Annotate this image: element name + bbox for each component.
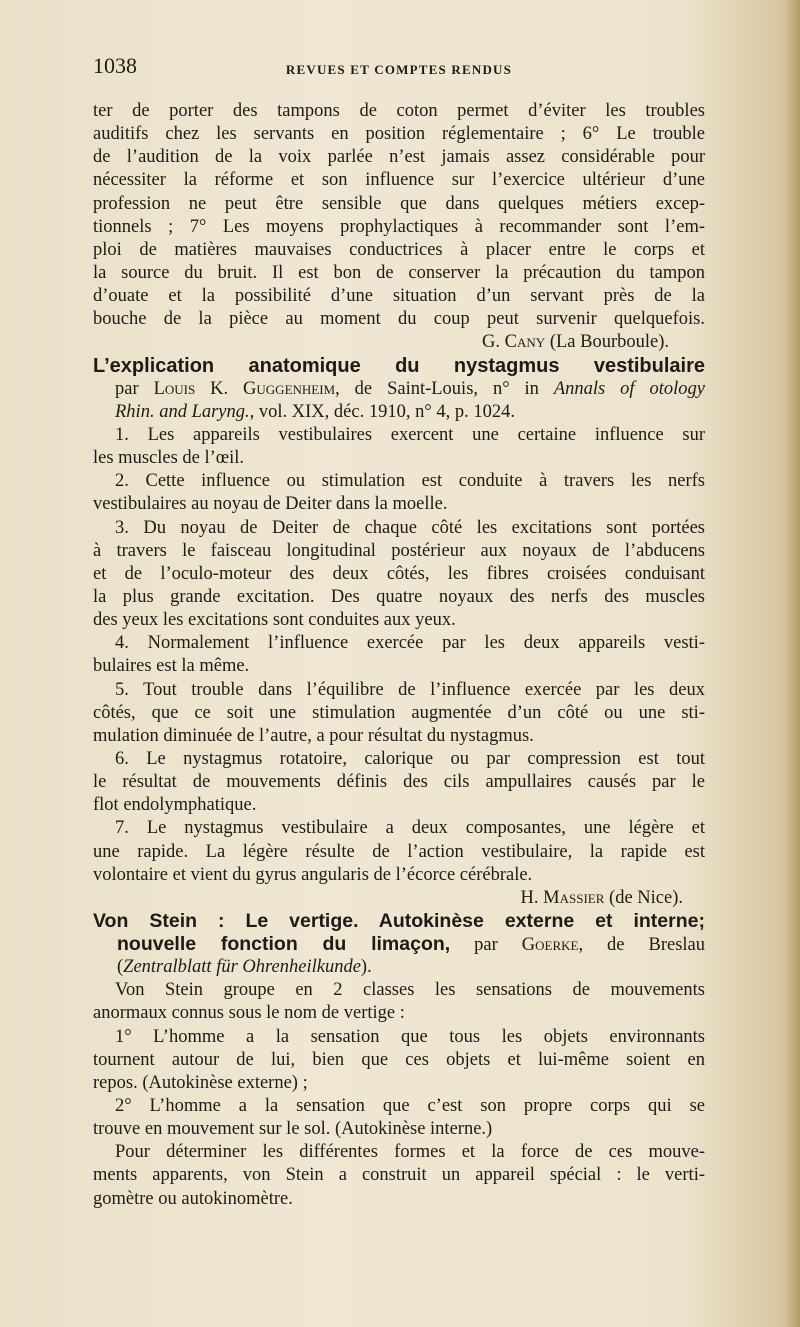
text-line: et de l’oculo-moteur des deux côtés, les fibres croisées conduisant xyxy=(93,563,705,584)
text-line: 6. Le nystagmus rotatoire, calorique ou par compression est tout xyxy=(115,748,705,769)
text-line: (Zentralblatt für Ohrenheilkunde). xyxy=(117,957,372,978)
text-line: Rhin. and Laryng., vol. XIX, déc. 1910, n° 4, p. 1024. xyxy=(115,401,515,422)
text-line: à travers le faisceau longitudinal postérieur aux noyaux de l’abducens xyxy=(93,540,705,561)
text-line: nouvelle fonction du limaçon, par Goerke, de Breslau xyxy=(117,933,705,956)
text-line: gomètre ou autokinomètre. xyxy=(93,1188,293,1209)
article-title: Von Stein : Le vertige. Autokinèse externe et interne; xyxy=(93,909,705,932)
body-text xyxy=(93,100,705,1211)
text-line: volontaire et vient du gyrus angularis de l’écorce cérébrale. xyxy=(93,864,533,885)
text-line: les muscles de l’œil. xyxy=(93,448,245,469)
text-line: anormaux connus sous le nom de vertige : xyxy=(93,1003,405,1024)
text-line: 4. Normalement l’influence exercée par les deux appareils vesti- xyxy=(115,633,705,654)
text-line: mulation diminuée de l’autre, a pour résultat du nystagmus. xyxy=(93,725,534,746)
text-line: 1. Les appareils vestibulaires exercent une certaine influence sur xyxy=(115,424,705,445)
text-line: bouche de la pièce au moment du coup peut survenir quelquefois. xyxy=(93,309,705,330)
text-line: d’ouate et la possibilité d’une situation d’un servant près de la xyxy=(93,286,705,307)
text-line: repos. (Autokinèse externe) ; xyxy=(93,1072,308,1093)
text-line: 7. Le nystagmus vestibulaire a deux composantes, une légère et xyxy=(115,818,705,839)
text-line: des yeux les excitations sont conduites aux yeux. xyxy=(93,610,456,631)
text-line: la source du bruit. Il est bon de conserver la précaution du tampon xyxy=(93,262,705,283)
running-head: REVUES ET COMPTES RENDUS xyxy=(285,62,513,77)
text-line: nécessiter la réforme et son influence sur l’exercice ultérieur d’une xyxy=(93,170,705,191)
text-line: ments apparents, von Stein a construit un appareil spécial : le verti- xyxy=(93,1165,705,1186)
text-line: tournent autour de lui, bien que ces objets et lui-même soient en xyxy=(93,1049,705,1070)
text-line: une rapide. La légère résulte de l’action vestibulaire, la rapide est xyxy=(93,841,705,862)
text-line: trouve en mouvement sur le sol. (Autokinèse interne.) xyxy=(93,1119,493,1140)
page-number: 1038 xyxy=(93,53,137,78)
signature: H. Massier (de Nice). xyxy=(520,887,683,908)
text-line: par Louis K. Guggenheim, de Saint-Louis, n° in Annals of otology xyxy=(115,378,705,399)
text-line: 2. Cette influence ou stimulation est conduite à travers les nerfs xyxy=(115,471,705,492)
text-line: 3. Du noyau de Deiter de chaque côté les excitations sont portées xyxy=(115,517,705,538)
text-line: Pour déterminer les différentes formes et la force de ces mouve- xyxy=(115,1142,705,1163)
text-line: le résultat de mouvements définis des cils ampullaires causés par le xyxy=(93,772,705,793)
text-line: la plus grande excitation. Des quatre noyaux des nerfs des muscles xyxy=(93,586,705,607)
text-line: de l’audition de la voix parlée n’est jamais assez considérable pour xyxy=(93,147,705,168)
text-line: 2° L’homme a la sensation que c’est son propre corps qui se xyxy=(115,1096,705,1117)
text-line: 5. Tout trouble dans l’équilibre de l’influence exercée par les deux xyxy=(115,679,705,700)
text-line: profession ne peut être sensible que dans quelques métiers excep- xyxy=(93,193,705,214)
text-line: vestibulaires au noyau de Deiter dans la moelle. xyxy=(93,494,448,515)
page-header xyxy=(93,53,705,83)
signature: G. Cany (La Bourboule). xyxy=(482,332,669,353)
text-line: bulaires est la même. xyxy=(93,656,250,677)
text-line: côtés, que ce soit une stimulation augmentée d’un côté ou une sti- xyxy=(93,702,705,723)
text-line: flot endolymphatique. xyxy=(93,795,257,816)
text-line: 1° L’homme a la sensation que tous les objets environnants xyxy=(115,1026,705,1047)
text-line: auditifs chez les servants en position réglementaire ; 6° Le trouble xyxy=(93,124,705,145)
text-line: ploi de matières mauvaises conductrices à placer entre le corps et xyxy=(93,239,705,260)
text-line: ter de porter des tampons de coton permet d’éviter les troubles xyxy=(93,101,705,121)
article-title: L’explication anatomique du nystagmus vestibulaire xyxy=(93,354,705,377)
text-line: tionnels ; 7° Les moyens prophylactiques à recommander sont l’em- xyxy=(93,216,705,237)
page-edge-shadow xyxy=(786,0,800,1327)
text-line: Von Stein groupe en 2 classes les sensations de mouvements xyxy=(115,980,705,1001)
